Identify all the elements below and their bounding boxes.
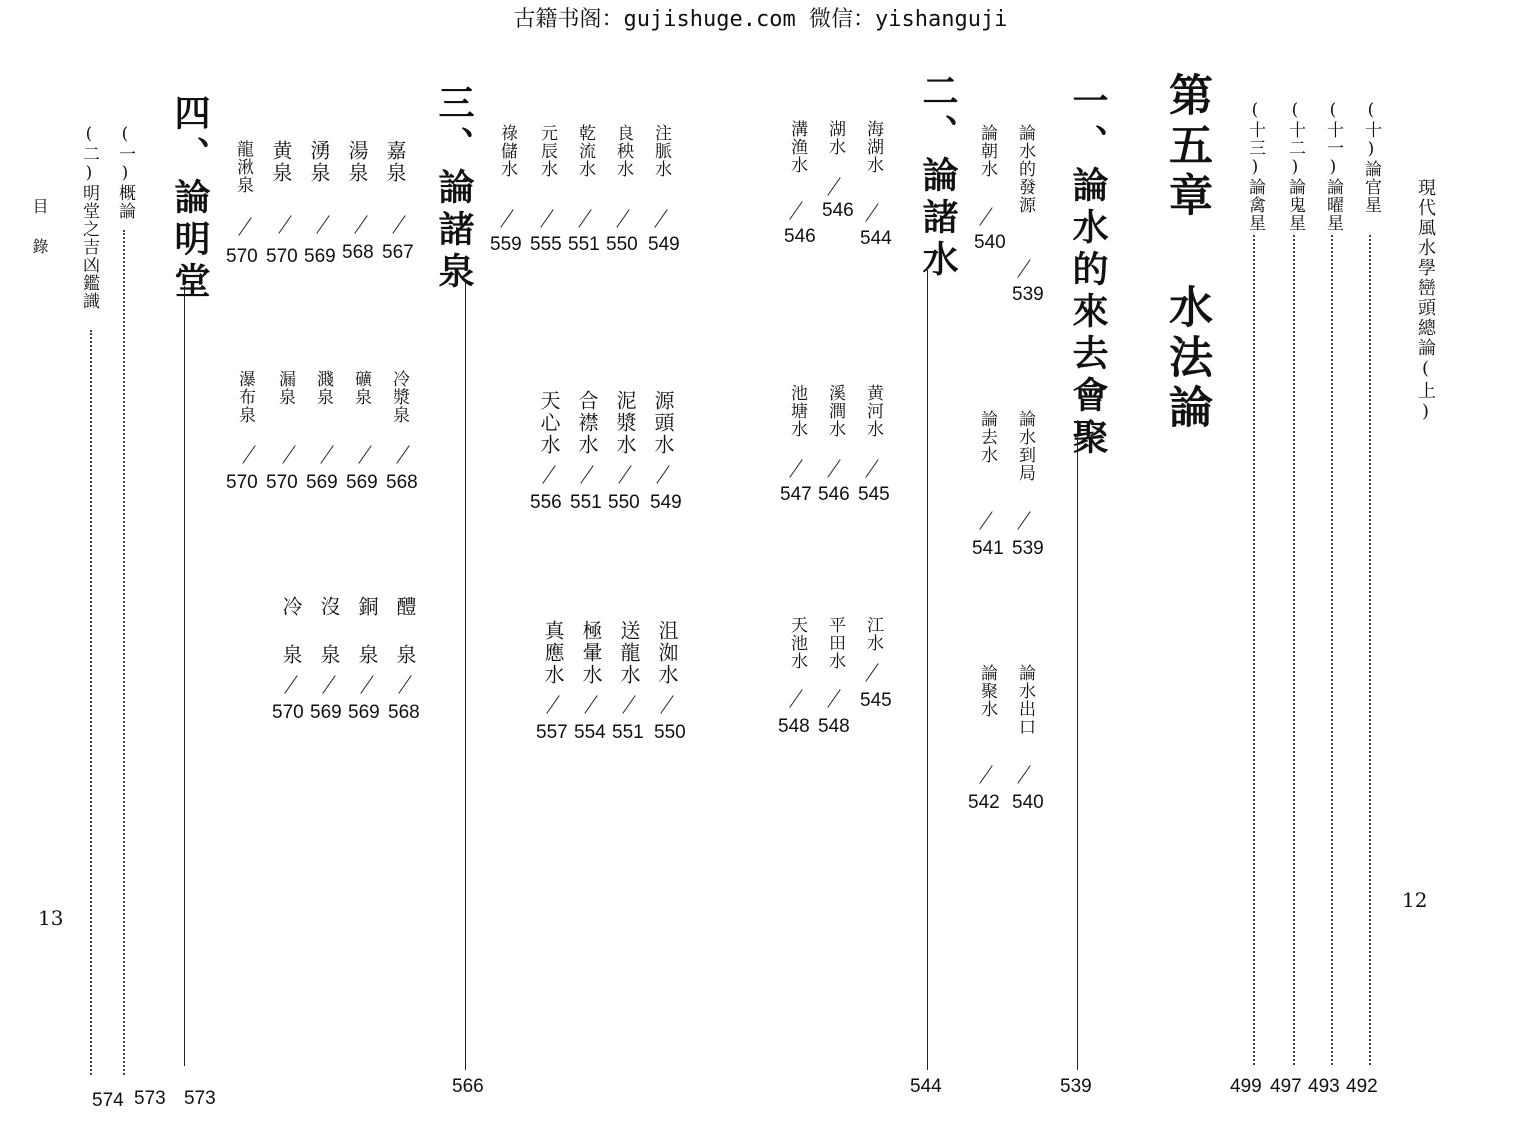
slash-separator: [827, 177, 840, 196]
entry-page: 546: [784, 226, 816, 247]
entry-label: 論水出口: [1015, 664, 1035, 736]
entry-page: 549: [648, 234, 680, 255]
entry-page: 539: [1012, 538, 1044, 559]
entry-label: 合襟水: [575, 390, 599, 456]
entry-label: 沒泉: [317, 596, 341, 692]
entry-page: 545: [860, 690, 892, 711]
entry-page: 567: [382, 242, 414, 263]
entry-label: 溝渔水: [787, 120, 807, 174]
entry-page: 492: [1346, 1076, 1378, 1097]
entry-label: 池塘水: [787, 384, 807, 438]
section-page: 573: [184, 1088, 216, 1109]
slash-separator: [827, 459, 840, 478]
entry-page: 557: [536, 722, 568, 743]
entry-page: 555: [530, 234, 562, 255]
entry-page: 570: [272, 702, 304, 723]
entry-label: 平田水: [825, 616, 845, 670]
leader-dots: [1369, 235, 1371, 1065]
entry-label: 嘉泉: [383, 140, 407, 184]
slash-separator: [654, 209, 667, 228]
entry-page: 546: [822, 200, 854, 221]
entry-page: 541: [972, 538, 1004, 559]
entry-label: 醴泉: [393, 596, 417, 692]
entry-label: 銅泉: [355, 596, 379, 692]
entry-page: 545: [858, 484, 890, 505]
entry-page: 568: [388, 702, 420, 723]
entry-page: 570: [266, 472, 298, 493]
entry-label: 注脈水: [651, 124, 671, 178]
entry-page: 574: [92, 1090, 124, 1111]
section-heading[interactable]: 三、論諸泉: [433, 84, 474, 294]
entry-label: 湯泉: [345, 140, 369, 184]
entry-page: 550: [654, 722, 686, 743]
section-heading[interactable]: 二、論諸水: [917, 72, 958, 282]
entry-page: 542: [968, 792, 1000, 813]
slash-separator: [979, 511, 992, 530]
entry-label: 天池水: [787, 616, 807, 670]
entry-label: 祿儲水: [497, 124, 517, 178]
entry-page: 570: [266, 246, 298, 267]
slash-separator: [660, 695, 673, 714]
slash-separator: [242, 445, 255, 464]
chapter-subtitle: 水法論: [1161, 284, 1212, 434]
running-header-section: 目錄: [30, 198, 49, 278]
slash-separator: [392, 215, 405, 234]
entry-label: 溪澗水: [825, 384, 845, 438]
slash-separator: [580, 465, 593, 484]
slash-separator: [358, 445, 371, 464]
entry-label: 元辰水: [537, 124, 557, 178]
entry-label: 極暈水: [579, 620, 603, 686]
slash-separator: [578, 209, 591, 228]
entry-page: 569: [310, 702, 342, 723]
section-page: 544: [910, 1076, 942, 1097]
entry-page: 550: [606, 234, 638, 255]
entry-label: (一)概論: [115, 124, 135, 220]
slash-separator: [546, 695, 559, 714]
leader-dots: [90, 330, 92, 1075]
entry-label: 冷泉: [279, 596, 303, 692]
slash-separator: [540, 209, 553, 228]
entry-page: 556: [530, 492, 562, 513]
entry-page: 551: [568, 234, 600, 255]
slash-separator: [278, 215, 291, 234]
entry-page: 551: [612, 722, 644, 743]
slash-separator: [622, 695, 635, 714]
slash-separator: [542, 465, 555, 484]
slash-separator: [979, 207, 992, 226]
slash-separator: [282, 445, 295, 464]
section-page: 539: [1060, 1076, 1092, 1097]
entry-label: (二)明堂之吉凶鑑識: [79, 124, 99, 310]
entry-label: 論朝水: [977, 124, 997, 178]
section-page: 566: [452, 1076, 484, 1097]
entry-label: 論水的發源: [1015, 124, 1035, 214]
entry-page: 547: [780, 484, 812, 505]
running-header-book-title: 現代風水學巒頭總論(上): [1415, 178, 1436, 424]
entry-page: 570: [226, 472, 258, 493]
entry-page: 540: [974, 232, 1006, 253]
entry-label: 論水到局: [1015, 410, 1035, 482]
slash-separator: [1017, 511, 1030, 530]
entry-label: 論聚水: [977, 664, 997, 718]
page-number-right: 12: [1402, 888, 1428, 912]
entry-label: 黄河水: [863, 384, 883, 438]
slash-separator: [656, 465, 669, 484]
slash-separator: [1017, 765, 1030, 784]
entry-label: (十一)論曜星: [1323, 100, 1343, 232]
entry-page: 539: [1012, 284, 1044, 305]
entry-page: 568: [342, 242, 374, 263]
slash-separator: [396, 445, 409, 464]
entry-label: (十二)論鬼星: [1285, 100, 1305, 232]
slash-separator: [1017, 259, 1030, 278]
entry-label: 真應水: [541, 620, 565, 686]
entry-label: 良秧水: [613, 124, 633, 178]
section-leader-line: [927, 270, 928, 1070]
watermark: 古籍书阁：gujishuge.com 微信：yishanguji: [513, 7, 1008, 32]
section-heading[interactable]: 一、論水的來去會聚: [1067, 82, 1108, 460]
leader-dots: [1293, 235, 1295, 1065]
entry-label: 黄泉: [269, 140, 293, 184]
entry-page: 544: [860, 228, 892, 249]
slash-separator: [865, 663, 878, 682]
slash-separator: [500, 209, 513, 228]
slash-separator: [316, 215, 329, 234]
entry-page: 570: [226, 246, 258, 267]
entry-label: 乾流水: [575, 124, 595, 178]
entry-page: 548: [818, 716, 850, 737]
entry-page: 540: [1012, 792, 1044, 813]
entry-label: 送龍水: [617, 620, 641, 686]
leader-dots: [1253, 235, 1255, 1065]
slash-separator: [979, 765, 992, 784]
leader-dots: [1331, 235, 1333, 1065]
slash-separator: [320, 445, 333, 464]
entry-page: 549: [650, 492, 682, 513]
entry-label: (十三)論禽星: [1245, 100, 1265, 232]
entry-page: 550: [608, 492, 640, 513]
entry-page: 569: [304, 246, 336, 267]
slash-separator: [789, 459, 802, 478]
entry-page: 546: [818, 484, 850, 505]
entry-page: 551: [570, 492, 602, 513]
entry-page: 573: [134, 1088, 166, 1109]
entry-label: 冷漿泉: [389, 370, 409, 424]
entry-label: 論去水: [977, 410, 997, 464]
entry-label: 礦泉: [351, 370, 371, 406]
leader-dots: [123, 230, 125, 1075]
slash-separator: [827, 689, 840, 708]
slash-separator: [584, 695, 597, 714]
entry-label: 海湖水: [863, 120, 883, 174]
entry-page: 569: [306, 472, 338, 493]
entry-label: 瀑布泉: [235, 370, 255, 424]
entry-label: 龍湫泉: [233, 140, 253, 194]
slash-separator: [616, 209, 629, 228]
slash-separator: [238, 217, 251, 236]
slash-separator: [789, 201, 802, 220]
entry-label: 漏泉: [275, 370, 295, 406]
entry-label: 泥漿水: [613, 390, 637, 456]
entry-page: 559: [490, 234, 522, 255]
entry-page: 568: [386, 472, 418, 493]
slash-separator: [789, 689, 802, 708]
entry-page: 569: [348, 702, 380, 723]
entry-page: 554: [574, 722, 606, 743]
entry-page: 497: [1270, 1076, 1302, 1097]
chapter-title: 第五章: [1161, 72, 1212, 222]
section-leader-line: [184, 286, 185, 1066]
entry-label: 湧泉: [307, 140, 331, 184]
entry-label: 湖水: [825, 120, 845, 156]
entry-label: 天心水: [537, 390, 561, 456]
entry-label: 源頭水: [651, 390, 675, 456]
entry-label: 沮洳水: [655, 620, 679, 686]
entry-label: 濺泉: [313, 370, 333, 406]
slash-separator: [865, 203, 878, 222]
page-number-left: 13: [38, 906, 64, 930]
section-leader-line: [465, 280, 466, 1070]
slash-separator: [618, 465, 631, 484]
slash-separator: [354, 215, 367, 234]
entry-label: (十)論官星: [1361, 100, 1381, 214]
entry-page: 548: [778, 716, 810, 737]
section-heading[interactable]: 四、論明堂: [169, 94, 210, 304]
section-leader-line: [1077, 420, 1078, 1070]
entry-label: 江水: [863, 616, 883, 652]
slash-separator: [865, 459, 878, 478]
entry-page: 493: [1308, 1076, 1340, 1097]
entry-page: 569: [346, 472, 378, 493]
entry-page: 499: [1230, 1076, 1262, 1097]
